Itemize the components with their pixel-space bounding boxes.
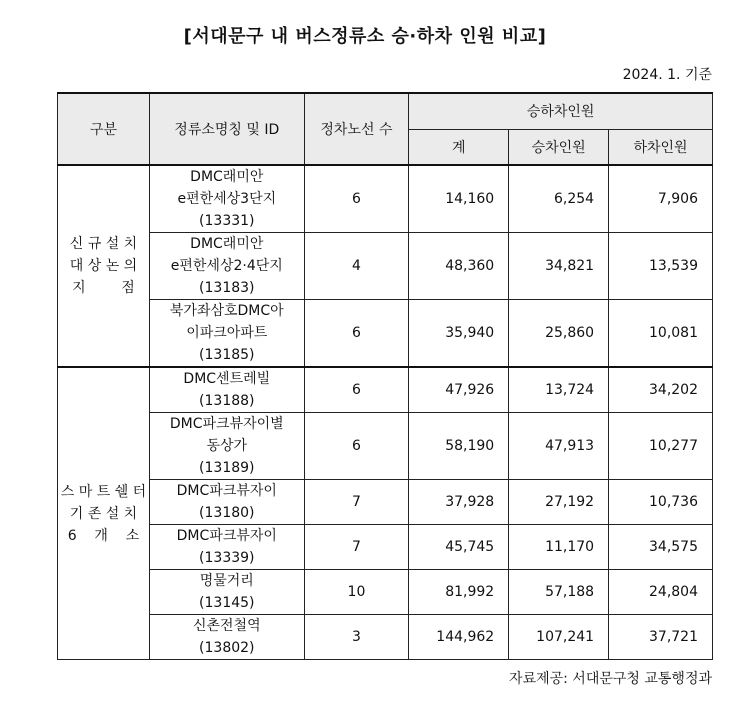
table-row bbox=[58, 525, 713, 570]
header-total: 계 bbox=[409, 129, 509, 165]
header-boarding: 승차인원 bbox=[509, 129, 609, 165]
boarding-cell: 34,821 bbox=[509, 233, 609, 300]
stop-name-line: 북가좌삼호DMC아 bbox=[169, 303, 284, 319]
total-cell: 37,928 bbox=[409, 480, 509, 525]
stop-name-line: DMC파크뷰자이 bbox=[176, 528, 277, 544]
group-label-line: 6 개 소 bbox=[67, 527, 140, 544]
table-row bbox=[58, 615, 713, 660]
stop-name-line: DMC래미안 bbox=[190, 169, 264, 185]
group-label-line: 스 마 트 쉘 터 bbox=[60, 483, 147, 500]
table-row bbox=[58, 570, 713, 615]
document-title: [서대문구 내 버스정류소 승·하차 인원 비교] bbox=[183, 26, 547, 47]
route-count-cell: 7 bbox=[304, 480, 409, 525]
stop-name-line: e편한세상2·4단지 bbox=[170, 258, 283, 274]
stop-name-line: e편한세상3단지 bbox=[177, 191, 277, 207]
header-category: 구분 bbox=[58, 93, 150, 165]
route-count-cell: 4 bbox=[304, 233, 409, 300]
table-row bbox=[58, 233, 713, 300]
route-count-cell: 10 bbox=[304, 570, 409, 615]
header-alighting: 하차인원 bbox=[609, 129, 713, 165]
stop-name-line: 이파크아파트 bbox=[186, 325, 268, 341]
stop-name-line: (13188) bbox=[199, 393, 255, 409]
stop-name-line: (13180) bbox=[199, 505, 255, 521]
route-count-cell: 3 bbox=[304, 615, 409, 660]
stop-name-line: (13802) bbox=[199, 640, 255, 656]
table-row bbox=[58, 165, 713, 233]
table-row bbox=[58, 300, 713, 368]
group-label-line: 지 점 bbox=[72, 280, 135, 296]
group-label bbox=[58, 367, 150, 660]
stop-name-line: (13183) bbox=[199, 280, 255, 296]
stop-name-cell bbox=[149, 233, 304, 300]
total-cell: 35,940 bbox=[409, 300, 509, 368]
boarding-cell: 107,241 bbox=[509, 615, 609, 660]
alighting-cell: 34,202 bbox=[609, 367, 713, 413]
total-cell: 144,962 bbox=[409, 615, 509, 660]
total-cell: 47,926 bbox=[409, 367, 509, 413]
stop-name-line: (13185) bbox=[199, 347, 255, 363]
stop-name-cell bbox=[149, 367, 304, 413]
boarding-cell: 25,860 bbox=[509, 300, 609, 368]
group-label-line: 대 상 논 의 bbox=[69, 258, 138, 274]
group-label-line: 기 존 설 치 bbox=[69, 505, 138, 522]
total-cell: 58,190 bbox=[409, 413, 509, 480]
alighting-cell: 7,906 bbox=[609, 165, 713, 233]
header-boarding-group: 승하차인원 bbox=[409, 93, 713, 129]
stop-name-cell bbox=[149, 413, 304, 480]
route-count-cell: 7 bbox=[304, 525, 409, 570]
boarding-cell: 47,913 bbox=[509, 413, 609, 480]
stop-name-cell bbox=[149, 165, 304, 233]
group-label bbox=[58, 165, 150, 367]
stop-name-line: DMC파크뷰자이 bbox=[176, 483, 277, 499]
stop-name-line: (13331) bbox=[199, 213, 255, 229]
stop-name-line: 신촌전철역 bbox=[192, 618, 261, 634]
total-cell: 48,360 bbox=[409, 233, 509, 300]
table-row bbox=[58, 367, 713, 413]
stop-name-cell bbox=[149, 480, 304, 525]
boarding-cell: 27,192 bbox=[509, 480, 609, 525]
base-date: 2024. 1. 기준 bbox=[622, 67, 712, 83]
stop-name-cell bbox=[149, 615, 304, 660]
stop-name-line: DMC센트레빌 bbox=[183, 371, 271, 387]
alighting-cell: 10,736 bbox=[609, 480, 713, 525]
group-label-line: 신 규 설 치 bbox=[69, 236, 138, 252]
table-row bbox=[58, 413, 713, 480]
stop-name-line: DMC파크뷰자이별 bbox=[169, 416, 284, 432]
stop-name-line: 명물거리 bbox=[199, 573, 254, 589]
boarding-cell: 13,724 bbox=[509, 367, 609, 413]
total-cell: 14,160 bbox=[409, 165, 509, 233]
boarding-cell: 6,254 bbox=[509, 165, 609, 233]
bus-stop-table bbox=[57, 92, 713, 660]
route-count-cell: 6 bbox=[304, 300, 409, 368]
source-note: 자료제공: 서대문구청 교통행정과 bbox=[509, 671, 712, 687]
route-count-cell: 6 bbox=[304, 165, 409, 233]
boarding-cell: 11,170 bbox=[509, 525, 609, 570]
route-count-cell: 6 bbox=[304, 367, 409, 413]
stop-name-cell bbox=[149, 570, 304, 615]
alighting-cell: 10,081 bbox=[609, 300, 713, 368]
table-row bbox=[58, 480, 713, 525]
alighting-cell: 24,804 bbox=[609, 570, 713, 615]
alighting-cell: 10,277 bbox=[609, 413, 713, 480]
stop-name-cell bbox=[149, 525, 304, 570]
stop-name-line: DMC래미안 bbox=[190, 236, 264, 252]
alighting-cell: 34,575 bbox=[609, 525, 713, 570]
boarding-cell: 57,188 bbox=[509, 570, 609, 615]
stop-name-cell bbox=[149, 300, 304, 368]
stop-name-line: (13145) bbox=[199, 595, 255, 611]
route-count-cell: 6 bbox=[304, 413, 409, 480]
header-stop-name: 정류소명칭 및 ID bbox=[149, 93, 304, 165]
table-body bbox=[58, 165, 713, 660]
alighting-cell: 13,539 bbox=[609, 233, 713, 300]
stop-name-line: (13189) bbox=[199, 460, 255, 476]
total-cell: 81,992 bbox=[409, 570, 509, 615]
stop-name-line: 동상가 bbox=[206, 438, 248, 454]
header-route-count: 정차노선 수 bbox=[304, 93, 409, 165]
alighting-cell: 37,721 bbox=[609, 615, 713, 660]
total-cell: 45,745 bbox=[409, 525, 509, 570]
stop-name-line: (13339) bbox=[199, 550, 255, 566]
